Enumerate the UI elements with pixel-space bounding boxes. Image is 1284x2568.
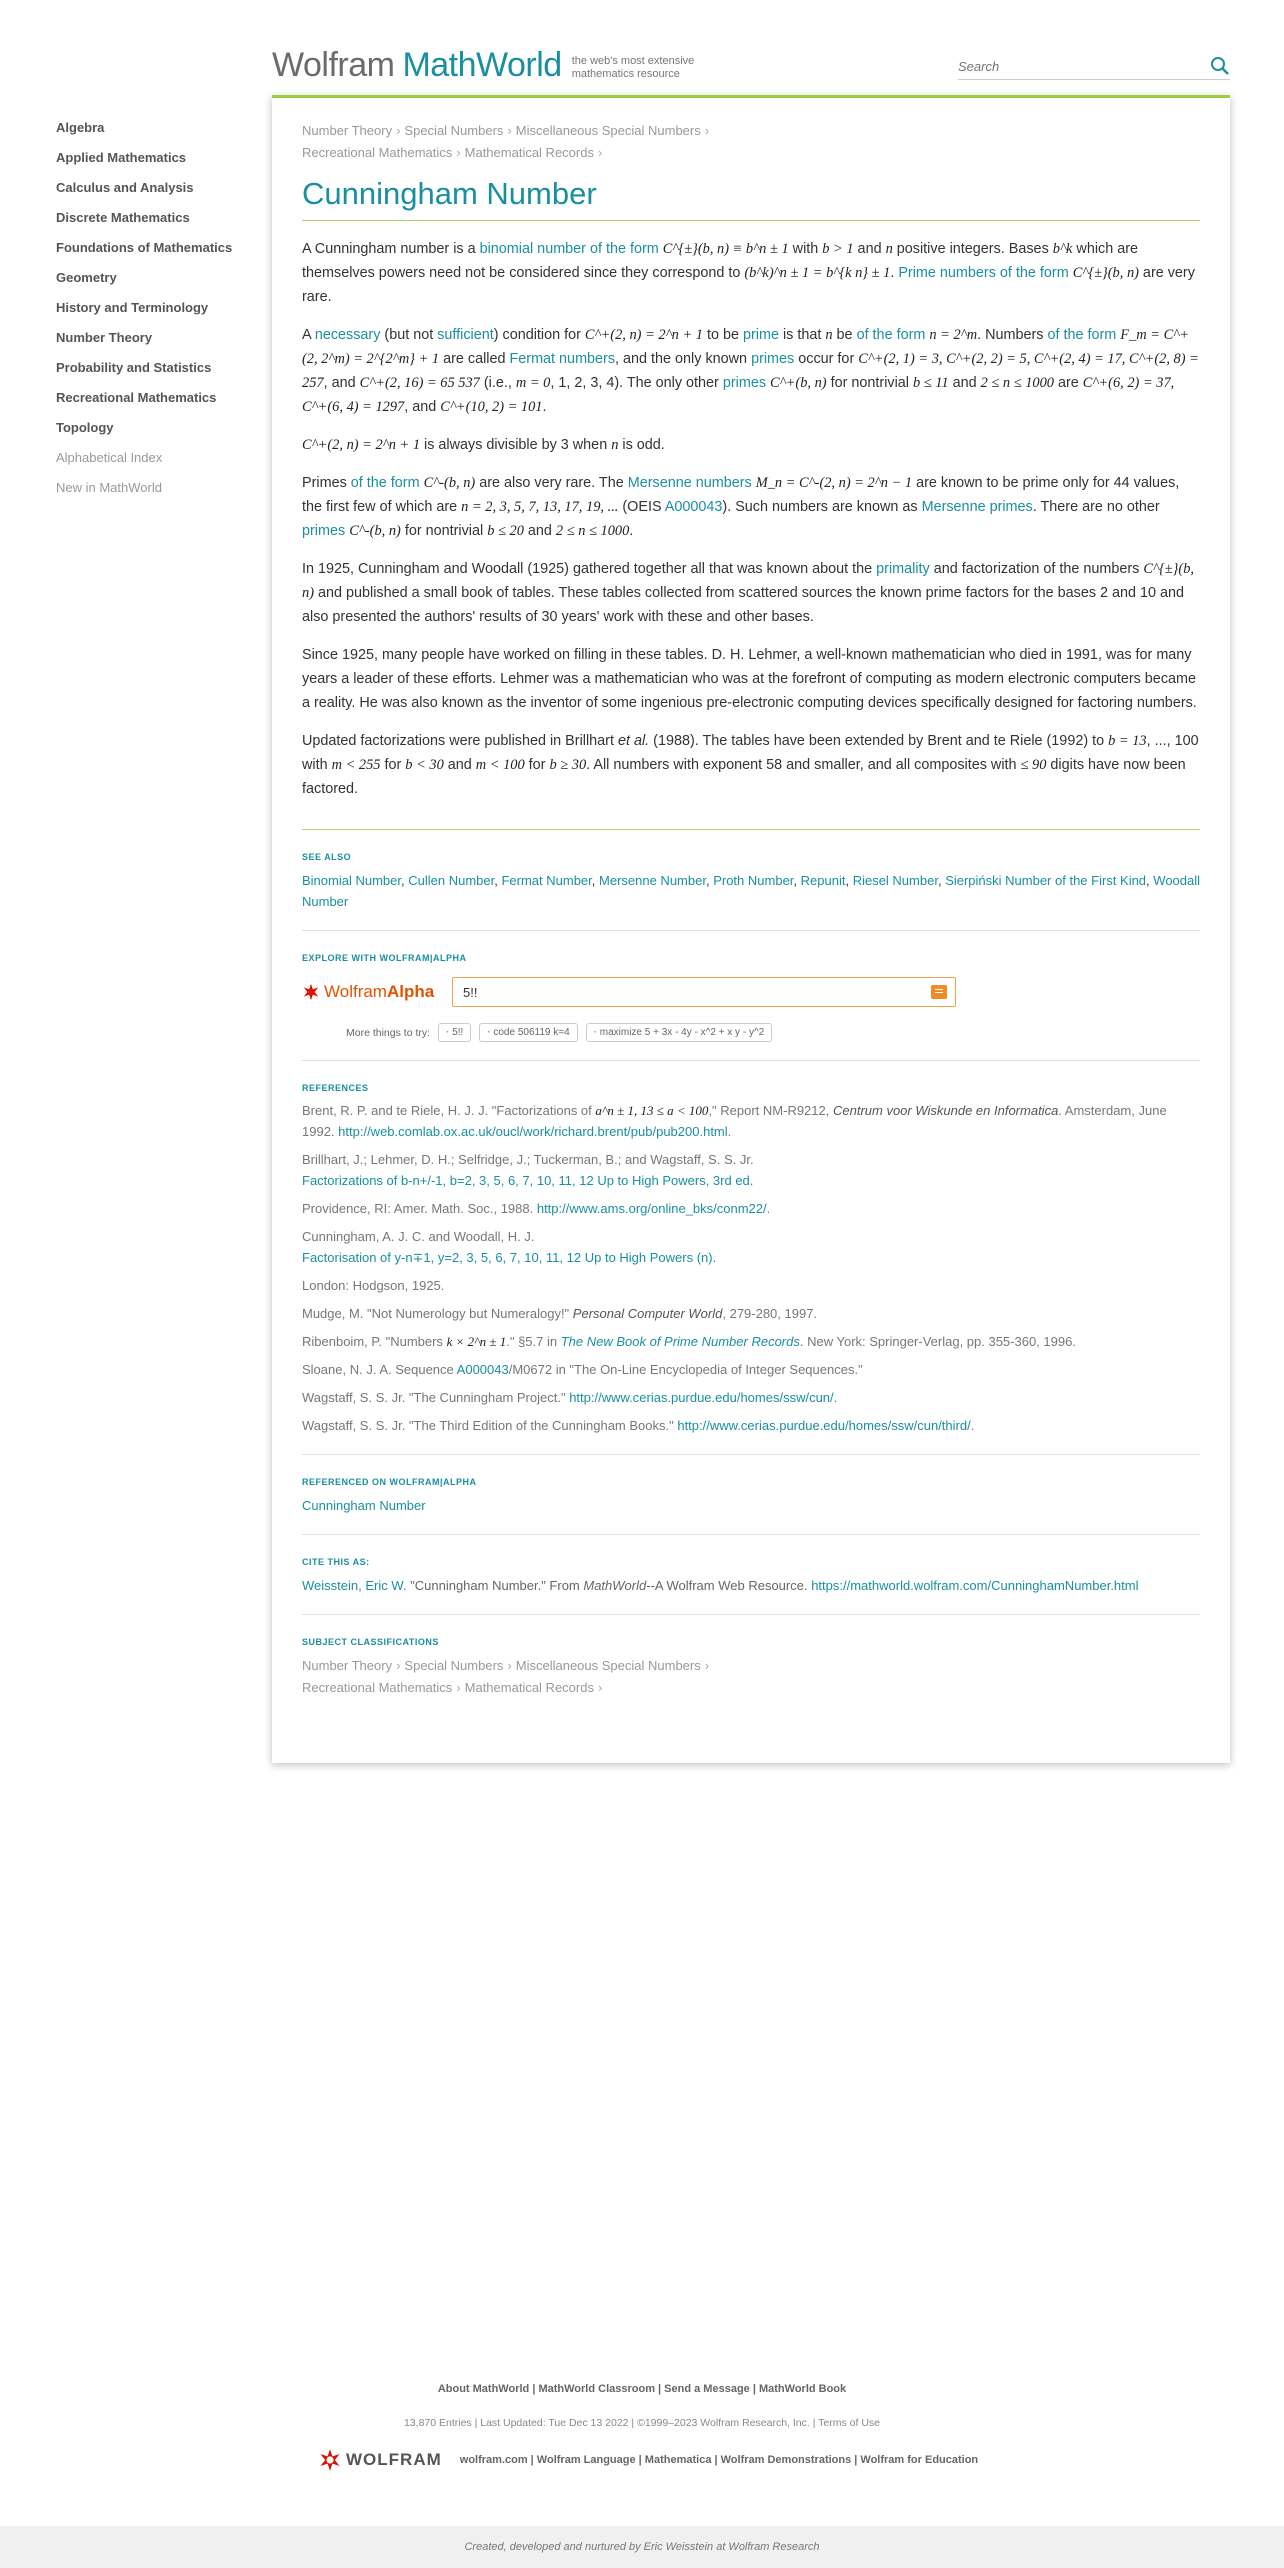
- link-prime-numbers-form[interactable]: Prime numbers of the form: [898, 265, 1069, 281]
- link-of-the-form-3[interactable]: of the form: [350, 475, 420, 491]
- try-chip[interactable]: · 5!!: [438, 1023, 471, 1042]
- paragraph-6: Since 1925, many people have worked on filling in these tables. D. H. Lehmer, a well-known mathematician who died in 1991, was for many years a leader of these efforts. Lehmer was a mathematician who was at the forefront of computing as modern electronic computers became a reality. He was also known as the inventor of some ingenious pre-electronic computing devices specifically designed for factoring numbers.: [302, 647, 1197, 711]
- link-necessary[interactable]: necessary: [314, 327, 381, 343]
- sidebar-item-foundations[interactable]: Foundations of Mathematics: [56, 240, 233, 255]
- reference-link[interactable]: http://www.ams.org/online_bks/conm22/: [536, 1201, 767, 1216]
- reference-item: Brent, R. P. and te Riele, H. J. J. "Factorizations of a^n ± 1, 13 ≤ a < 100," Report NM-R9212, Centrum voor Wiskunde en Informatica. Amsterdam, June 1992. http://web.comlab.ox.ac.uk/oucl/work/richard.brent/pub/pub200.html.: [302, 1103, 1167, 1139]
- paragraph-7: Updated factorizations were published in Brillhart et al. (1988). The tables have been extended by Brent and te Riele (1992) to b = 13, ..., 100 with m < 255 for b < 30 and m < 100 for b ≥ 30. All numbers with exponent 58 and smaller, and all composites with ≤ 90 digits have now been factored.: [302, 733, 1199, 797]
- sidebar: [56, 118, 256, 508]
- classification-link[interactable]: Number Theory: [302, 1658, 393, 1673]
- link-prime[interactable]: prime: [742, 327, 779, 343]
- breadcrumb-misc-special-numbers[interactable]: Miscellaneous Special Numbers: [515, 123, 701, 138]
- footer-meta: 13,870 Entries | Last Updated: Tue Dec 13 2022 | ©1999–2023 Wolfram Research, Inc. | Terms of Use: [403, 2417, 881, 2429]
- paragraph-3: C^+(2, n) = 2^n + 1 is always divisible by 3 when n is odd.: [302, 437, 665, 453]
- divider: [302, 1614, 1200, 1615]
- classification-link[interactable]: Recreational Mathematics: [302, 1680, 453, 1695]
- search-icon[interactable]: [1210, 56, 1230, 76]
- try-chip[interactable]: · code 506119 k=4: [479, 1023, 577, 1042]
- sidebar-item-calculus[interactable]: Calculus and Analysis: [56, 180, 194, 195]
- sidebar-item-alphabetical-index[interactable]: Alphabetical Index: [56, 450, 163, 465]
- search-input[interactable]: [958, 54, 1188, 78]
- sidebar-item-new-in-mathworld[interactable]: New in MathWorld: [56, 480, 162, 495]
- classification-link[interactable]: Miscellaneous Special Numbers: [515, 1658, 701, 1673]
- link-primality[interactable]: primality: [876, 561, 930, 577]
- site-header: [272, 46, 1230, 96]
- wolfram-spikey-icon: [302, 983, 320, 1001]
- see-also-heading: SEE ALSO: [302, 852, 352, 862]
- wolfram-spikey-icon: [318, 2448, 342, 2472]
- sidebar-item-probability[interactable]: Probability and Statistics: [56, 360, 212, 375]
- see-also-link[interactable]: Binomial Number: [302, 873, 401, 888]
- sidebar-item-topology[interactable]: Topology: [56, 420, 114, 435]
- reference-link[interactable]: http://web.comlab.ox.ac.uk/oucl/work/richard.brent/pub/pub200.html: [338, 1124, 728, 1139]
- classification-link[interactable]: Mathematical Records: [464, 1680, 594, 1695]
- wolfram-logo[interactable]: WOLFRAM: [318, 2448, 442, 2472]
- try-chip[interactable]: · maximize 5 + 3x - 4y - x^2 + x y - y^2: [586, 1023, 773, 1042]
- link-of-the-form[interactable]: of the form: [856, 327, 926, 343]
- sidebar-item-history[interactable]: History and Terminology: [56, 300, 209, 315]
- link-mersenne-numbers[interactable]: Mersenne numbers: [627, 475, 752, 491]
- logo-wolfram-text: Wolfram: [272, 46, 395, 84]
- link-primes-3[interactable]: primes: [302, 523, 346, 539]
- references-heading: REFERENCES: [302, 1083, 369, 1093]
- reference-link[interactable]: http://www.cerias.purdue.edu/homes/ssw/cun/third/: [677, 1418, 971, 1433]
- divider: [302, 1454, 1200, 1455]
- sidebar-item-discrete[interactable]: Discrete Mathematics: [56, 210, 190, 225]
- divider: [302, 1060, 1200, 1061]
- reference-item: Wagstaff, S. S. Jr. "The Cunningham Project." http://www.cerias.purdue.edu/homes/ssw/cun/.: [302, 1390, 838, 1405]
- wolfram-alpha-logo[interactable]: Wolfram Alpha: [302, 982, 452, 1002]
- subject-classifications-heading: SUBJECT CLASSIFICATIONS: [302, 1637, 439, 1647]
- article-card: [272, 95, 1230, 1763]
- wolfram-alpha-widget: [302, 977, 1200, 1007]
- breadcrumb-records[interactable]: Mathematical Records: [464, 145, 594, 160]
- reference-item: Wagstaff, S. S. Jr. "The Third Edition of the Cunningham Books." http://www.cerias.purdue.edu/homes/ssw/cun/third/.: [302, 1418, 975, 1433]
- breadcrumb-special-numbers[interactable]: Special Numbers: [404, 123, 504, 138]
- logo-mathworld-text: MathWorld: [402, 46, 562, 84]
- link-oeis-a000043[interactable]: A000043: [664, 499, 723, 515]
- link-mersenne-primes[interactable]: Mersenne primes: [921, 499, 1033, 515]
- search-box: [958, 54, 1230, 80]
- breadcrumb: Number Theory › Special Numbers › Miscellaneous Special Numbers › Recreational Mathematics › Mathematical Records ›: [302, 123, 710, 160]
- link-binomial-number[interactable]: binomial number of the form: [479, 241, 659, 257]
- section-divider: [302, 829, 1200, 830]
- sidebar-item-geometry[interactable]: Geometry: [56, 270, 117, 285]
- reference-link[interactable]: The New Book of Prime Number Records: [560, 1334, 800, 1349]
- link-primes[interactable]: primes: [751, 351, 795, 367]
- author-link[interactable]: Weisstein, Eric W.: [302, 1578, 407, 1593]
- more-things-to-try: More things to try: · 5!! · code 506119 k=4 · maximize 5 + 3x - 4y - x^2 + x y - y^2: [346, 1023, 1200, 1042]
- wolfram-alpha-heading: EXPLORE WITH WOLFRAM|ALPHA: [302, 953, 467, 963]
- reference-item: Ribenboim, P. "Numbers k × 2^n ± 1." §5.7 in The New Book of Prime Number Records. New York: Springer-Verlag, pp. 355-360, 1996.: [302, 1334, 1076, 1349]
- see-also-link[interactable]: Repunit: [800, 873, 846, 888]
- reference-link[interactable]: Factorisation of y-n∓1, y=2, 3, 5, 6, 7, 10, 11, 12 Up to High Powers (n).: [302, 1250, 717, 1265]
- wolfram-alpha-submit-button[interactable]: [931, 985, 947, 999]
- footer-brand: [318, 2448, 978, 2472]
- wolfram-alpha-input[interactable]: 5!!: [452, 977, 956, 1007]
- divider: [302, 1534, 1200, 1535]
- paragraph-1: A Cunningham number is a binomial number of the form C^{±}(b, n) ≡ b^n ± 1 with b > 1 and n positive integers. Bases b^k which are themselves powers need not be considered since they correspond to (b^k)^n ± 1 = b^{k n} ± 1. Prime numbers of the form C^{±}(b, n) are very rare.: [302, 241, 1195, 305]
- reference-item: London: Hodgson, 1925.: [302, 1278, 445, 1293]
- classification-link[interactable]: Special Numbers: [404, 1658, 504, 1673]
- paragraph-4: Primes of the form C^-(b, n) are also very rare. The Mersenne numbers M_n = C^-(2, n) = 2^n − 1 are known to be prime only for 44 values, the first few of which are n = 2, 3, 5, 7, 13, 17, 19, ... (OEIS A000043). Such numbers are known as Mersenne primes. There are no other primes C^-(b, n) for nontrivial b ≤ 20 and 2 ≤ n ≤ 1000.: [302, 475, 1180, 539]
- sidebar-item-applied-mathematics[interactable]: Applied Mathematics: [56, 150, 187, 165]
- see-also-links: Binomial Number, Cullen Number, Fermat Number, Mersenne Number, Proth Number, Repunit, Riesel Number, Sierpiński Number of the First Kind, Woodall Number: [302, 873, 1201, 909]
- link-fermat-numbers[interactable]: Fermat numbers: [509, 351, 616, 367]
- link-primes-2[interactable]: primes: [722, 375, 767, 391]
- reference-item: Sloane, N. J. A. Sequence A000043/M0672 in "The On-Line Encyclopedia of Integer Sequences.": [302, 1362, 863, 1377]
- see-also-link[interactable]: Proth Number: [713, 873, 794, 888]
- see-also-link[interactable]: Riesel Number: [852, 873, 938, 888]
- paragraph-5: In 1925, Cunningham and Woodall (1925) gathered together all that was known about the primality and factorization of the numbers C^{±}(b, n) and published a small book of tables. These tables collected from scattered sources the known prime factors for the bases 2 and 10 and also presented the authors' results of 30 years' work with these and other bases.: [302, 561, 1194, 625]
- page-title: Cunningham Number: [302, 176, 1200, 221]
- reference-item: Mudge, M. "Not Numerology but Numeralogy!" Personal Computer World, 279-280, 1997.: [302, 1306, 818, 1321]
- breadcrumb-number-theory[interactable]: Number Theory: [302, 123, 393, 138]
- logo-tagline: the web's most extensive mathematics resource: [571, 55, 695, 80]
- see-also-link[interactable]: Mersenne Number: [599, 873, 706, 888]
- mathworld-logo[interactable]: [272, 46, 712, 85]
- reference-link[interactable]: http://www.cerias.purdue.edu/homes/ssw/cun/: [569, 1390, 834, 1405]
- subject-classifications: Number Theory › Special Numbers › Miscellaneous Special Numbers › Recreational Mathematics › Mathematical Records ›: [302, 1658, 710, 1695]
- permalink[interactable]: https://mathworld.wolfram.com/CunninghamNumber.html: [811, 1578, 1139, 1593]
- cite-heading: CITE THIS AS:: [302, 1557, 370, 1567]
- breadcrumb-recreational[interactable]: Recreational Mathematics: [302, 145, 453, 160]
- referenced-on-heading: REFERENCED ON WOLFRAM|ALPHA: [302, 1477, 477, 1487]
- link-sufficient[interactable]: sufficient: [437, 327, 494, 343]
- paragraph-2: A necessary (but not sufficient) condition for C^+(2, n) = 2^n + 1 to be prime is that n be of the form n = 2^m. Numbers of the form F_m = C^+(2, 2^m) = 2^{2^m} + 1 are called Fermat numbers, and the only known primes occur for C^+(2, 1) = 3, C^+(2, 2) = 5, C^+(2, 4) = 17, C^+(2, 8) = 257, and C^+(2, 16) = 65 537 (i.e., m = 0, 1, 2, 3, 4). The only other primes C^+(b, n) for nontrivial b ≤ 11 and 2 ≤ n ≤ 1000 are C^+(6, 2) = 37, C^+(6, 4) = 1297, and C^+(10, 2) = 101.: [302, 327, 1199, 415]
- link-of-the-form-2[interactable]: of the form: [1047, 327, 1117, 343]
- sidebar-item-number-theory[interactable]: Number Theory: [56, 330, 153, 345]
- credit-bar: Created, developed and nurtured by Eric Weisstein at Wolfram Research: [0, 2526, 1284, 2568]
- divider: [302, 930, 1200, 931]
- footer-brand-links[interactable]: wolfram.com | Wolfram Language | Mathematica | Wolfram Demonstrations | Wolfram for Education: [459, 2454, 979, 2466]
- citation: Weisstein, Eric W. "Cunningham Number." From MathWorld--A Wolfram Web Resource. https://mathworld.wolfram.com/CunninghamNumber.html: [302, 1578, 1139, 1593]
- reference-link[interactable]: Factorizations of b-n+/-1, b=2, 3, 5, 6, 7, 10, 11, 12 Up to High Powers, 3rd ed.: [302, 1173, 754, 1188]
- reference-item: Brillhart, J.; Lehmer, D. H.; Selfridge, J.; Tuckerman, B.; and Wagstaff, S. S. Jr. Factorizations of b-n+/-1, b=2, 3, 5, 6, 7, 10, 11, 12 Up to High Powers, 3rd ed.: [302, 1152, 754, 1188]
- see-also-link[interactable]: Cullen Number: [408, 873, 495, 888]
- reference-item: Providence, RI: Amer. Math. Soc., 1988. http://www.ams.org/online_bks/conm22/.: [302, 1201, 771, 1216]
- see-also-link[interactable]: Sierpiński Number of the First Kind: [945, 873, 1147, 888]
- footer-links[interactable]: About MathWorld | MathWorld Classroom | Send a Message | MathWorld Book: [437, 2383, 847, 2395]
- sidebar-item-algebra[interactable]: Algebra: [56, 120, 105, 135]
- see-also-link[interactable]: Fermat Number: [501, 873, 592, 888]
- sidebar-item-recreational[interactable]: Recreational Mathematics: [56, 390, 217, 405]
- see-also-link[interactable]: Woodall Number: [302, 873, 1201, 909]
- reference-item: Cunningham, A. J. C. and Woodall, H. J. Factorisation of y-n∓1, y=2, 3, 5, 6, 7, 10, 11, 12 Up to High Powers (n).: [302, 1229, 717, 1265]
- reference-link[interactable]: A000043: [456, 1362, 509, 1377]
- article-content: [302, 120, 1200, 1699]
- referenced-on-link[interactable]: Cunningham Number: [302, 1498, 426, 1513]
